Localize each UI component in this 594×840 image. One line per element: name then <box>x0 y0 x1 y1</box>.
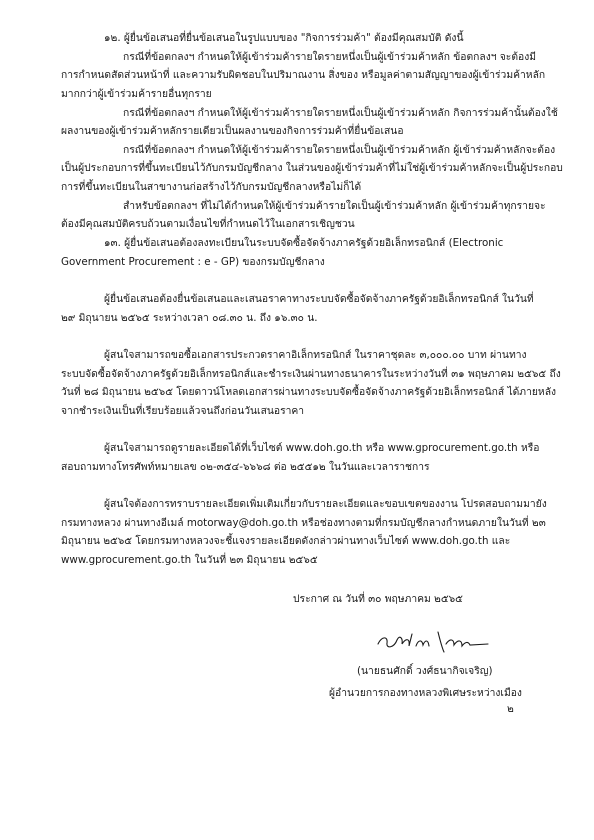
signature <box>372 626 492 656</box>
item-12-p3-line-3: การที่ขึ้นทะเบียนในสาขางานก่อสร้างไว้กับกรมบัญชีกลางหรือไม่ก็ได้ <box>61 181 362 193</box>
purchase-line-3: วันที่ ๒๘ มิถุนายน ๒๕๖๕ โดยดาวน์โหลดเอกสารผ่านทางระบบจัดซื้อจัดจ้างภาครัฐด้วยอิเล็กทรอนิกส์ ได้ภายหลัง <box>61 386 557 398</box>
signer-title: ผู้อำนวยการกองทางหลวงพิเศษระหว่างเมือง <box>329 687 522 699</box>
signer-name: (นายธนศักดิ์ วงศ์ธนากิจเจริญ) <box>357 665 493 677</box>
item-12-p1-line-1: กรณีที่ข้อตกลงฯ กำหนดให้ผู้เข้าร่วมค้ารายใดรายหนึ่งเป็นผู้เข้าร่วมค้าหลัก ข้อตกลงฯ จะต้องมี <box>123 51 537 63</box>
item-13-line-2: Government Procurement : e - GP) ของกรมบัญชีกลาง <box>61 256 325 268</box>
item-12-p2-line-2: ผลงานของผู้เข้าร่วมค้าหลักรายเดียวเป็นผลงานของกิจการร่วมค้าที่ยื่นข้อเสนอ <box>61 125 404 137</box>
inquiry-line-1: ผู้สนใจต้องการทราบรายละเอียดเพิ่มเติมเกี่ยวกับรายละเอียดและขอบเขตของงาน โปรดสอบถามมายัง <box>104 498 547 510</box>
item-12-p4-line-1: สำหรับข้อตกลงฯ ที่ไม่ได้กำหนดให้ผู้เข้าร่วมค้ารายใดเป็นผู้เข้าร่วมค้าหลัก ผู้เข้าร่วมค้าทุกรายจะ <box>123 200 546 212</box>
item-12-heading: ๑๒. ผู้ยื่นข้อเสนอที่ยื่นข้อเสนอในรูปแบบของ "กิจการร่วมค้า" ต้องมีคุณสมบัติ ดังนี้ <box>104 32 464 44</box>
details-line-1: ผู้สนใจสามารถดูรายละเอียดได้ที่เว็บไซต์ www.doh.go.th หรือ www.gprocurement.go.th หรือ <box>104 442 540 454</box>
inquiry-line-3: มิถุนายน ๒๕๖๕ โดยกรมทางหลวงจะชี้แจงรายละเอียดดังกล่าวผ่านทางเว็บไซต์ www.doh.go.th และ <box>61 535 511 547</box>
item-12-p1-line-3: มากกว่าผู้เข้าร่วมค้ารายอื่นทุกราย <box>61 88 212 100</box>
signature-stroke <box>372 626 492 656</box>
page-mark: ๒ <box>507 703 514 715</box>
submission-line-1: ผู้ยื่นข้อเสนอต้องยื่นข้อเสนอและเสนอราคาทางระบบจัดซื้อจัดจ้างภาครัฐด้วยอิเล็กทรอนิกส์ ในวันที่ <box>104 293 534 305</box>
item-12-p3-line-2: เป็นผู้ประกอบการที่ขึ้นทะเบียนไว้กับกรมบัญชีกลาง ในส่วนของผู้เข้าร่วมค้าที่ไม่ใช่ผู้เข้าร่วมค้าหลักจะเป็นผู้ประกอบ <box>61 162 563 174</box>
purchase-line-2: ระบบจัดซื้อจัดจ้างภาครัฐด้วยอิเล็กทรอนิกส์และชำระเงินผ่านทางธนาคารในระหว่างวันที่ ๓๑ พฤษภาคม ๒๕๖๕ ถึง <box>61 368 561 380</box>
submission-line-2: ๒๙ มิถุนายน ๒๕๖๕ ระหว่างเวลา ๐๘.๓๐ น. ถึง ๑๖.๓๐ น. <box>61 312 318 324</box>
item-12-p2-line-1: กรณีที่ข้อตกลงฯ กำหนดให้ผู้เข้าร่วมค้ารายใดรายหนึ่งเป็นผู้เข้าร่วมค้าหลัก กิจการร่วมค้านั้นต้องใช้ <box>123 107 558 119</box>
announcement-date: ประกาศ ณ วันที่ ๓๐ พฤษภาคม ๒๕๖๕ <box>293 593 463 605</box>
item-13-line-1: ๑๓. ผู้ยื่นข้อเสนอต้องลงทะเบียนในระบบจัดซื้อจัดจ้างภาครัฐด้วยอิเล็กทรอนิกส์ (Electronic <box>104 237 504 249</box>
item-12-p4-line-2: ต้องมีคุณสมบัติครบถ้วนตามเงื่อนไขที่กำหนดไว้ในเอกสารเชิญชวน <box>61 218 355 230</box>
inquiry-line-2: กรมทางหลวง ผ่านทางอีเมล์ motorway@doh.go.th หรือช่องทางตามที่กรมบัญชีกลางกำหนดภายในวันที่ ๒๓ <box>61 517 546 529</box>
item-12-p1-line-2: การกำหนดสัดส่วนหน้าที่ และความรับผิดชอบในปริมาณงาน สิ่งของ หรือมูลค่าตามสัญญาของผู้เข้าร่วมค้าหลัก <box>61 69 546 81</box>
details-line-2: สอบถามทางโทรศัพท์หมายเลข ๐๒-๓๕๔-๖๖๖๘ ต่อ ๒๕๕๑๒ ในวันและเวลาราชการ <box>61 461 430 473</box>
inquiry-line-4: www.gprocurement.go.th ในวันที่ ๒๓ มิถุนายน ๒๕๖๕ <box>61 554 318 566</box>
purchase-line-4: จากชำระเงินเป็นที่เรียบร้อยแล้วจนถึงก่อนวันเสนอราคา <box>61 405 305 417</box>
purchase-line-1: ผู้สนใจสามารถขอซื้อเอกสารประกวดราคาอิเล็กทรอนิกส์ ในราคาชุดละ ๓,๐๐๐.๐๐ บาท ผ่านทาง <box>104 349 527 361</box>
item-12-p3-line-1: กรณีที่ข้อตกลงฯ กำหนดให้ผู้เข้าร่วมค้ารายใดรายหนึ่งเป็นผู้เข้าร่วมค้าหลัก ผู้เข้าร่วมค้าหลักจะต้อง <box>123 144 556 156</box>
